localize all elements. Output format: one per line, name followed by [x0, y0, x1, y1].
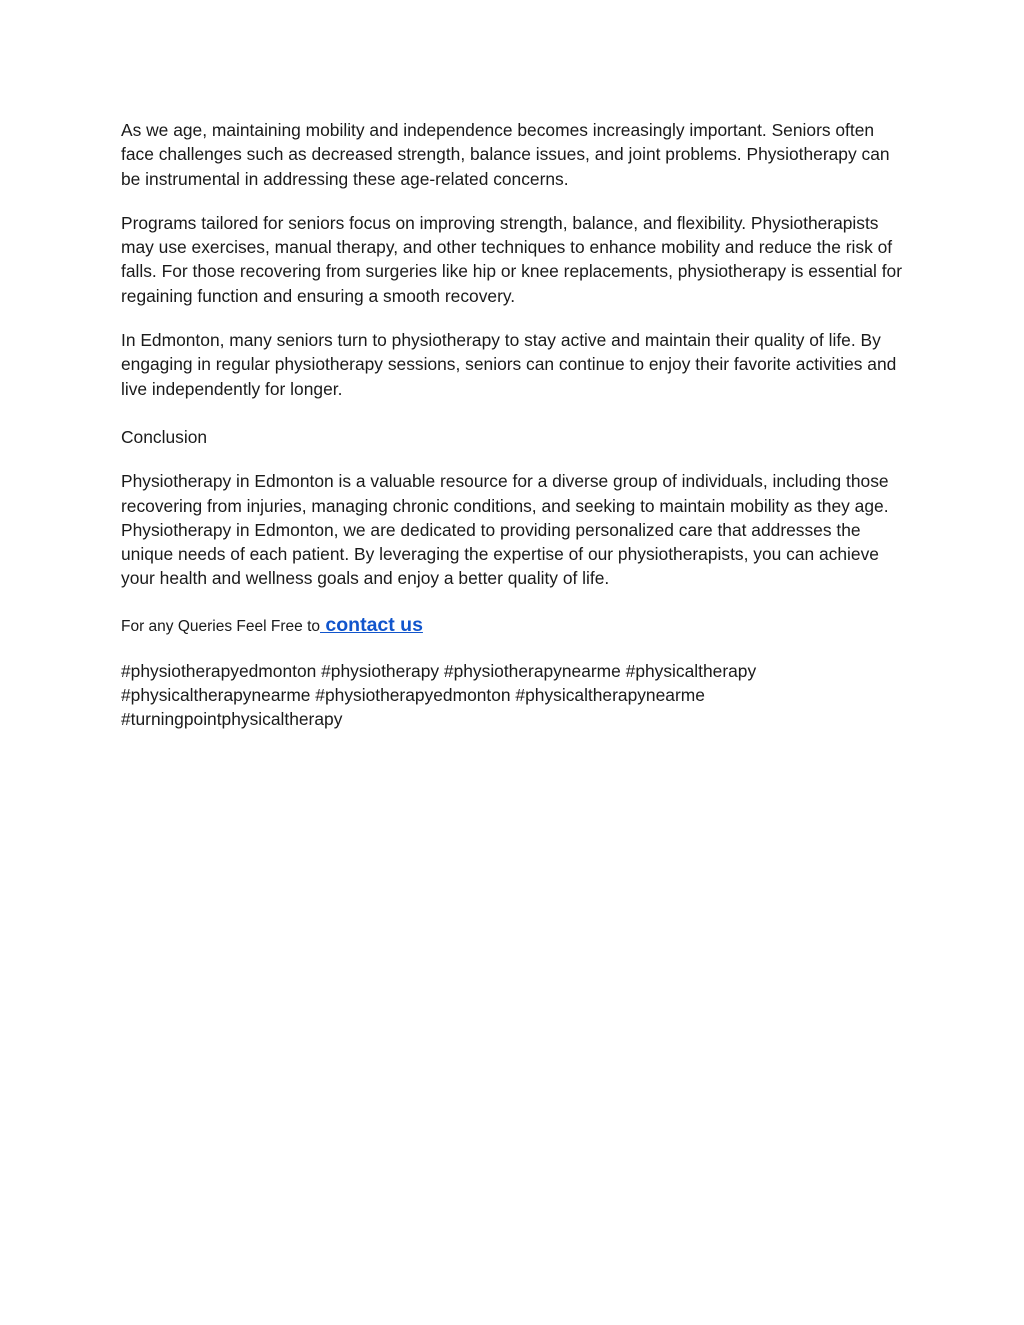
- hashtags: #physiotherapyedmonton #physiotherapy #physiotherapynearme #physicaltherapy #physicaltherapynearme #physiotherapyedmonton #physicaltherapynearme #turningpointphysicaltherapy: [121, 660, 757, 730]
- conclusion-heading: Conclusion: [121, 426, 208, 447]
- paragraph-seniors-intro: As we age, maintaining mobility and independence becomes increasingly important. Seniors often face challenges such as decreased strength, balance issues, and joint problems. Physiotherapy can be instrumental in addressing these age-related concerns.: [121, 120, 890, 189]
- contact-line: [121, 611, 911, 639]
- document-body: [121, 118, 911, 752]
- contact-prefix: For any Queries Feel Free to: [121, 617, 320, 635]
- paragraph-seniors-edmonton: In Edmonton, many seniors turn to physiotherapy to stay active and maintain their quality of life. By engaging in regular physiotherapy sessions, seniors can continue to enjoy their favorite activities and live independently for longer.: [121, 330, 897, 399]
- paragraph-conclusion: Physiotherapy in Edmonton is a valuable resource for a diverse group of individuals, including those recovering from injuries, managing chronic conditions, and seeking to maintain mobility as they age. Physiotherapy in Edmonton, we are dedicated to providing personalized care that addresses the unique needs of each patient. By leveraging the expertise of our physiotherapists, you can achieve your health and wellness goals and enjoy a better quality of life.: [121, 471, 889, 589]
- paragraph-seniors-programs: Programs tailored for seniors focus on improving strength, balance, and flexibility. Physiotherapists may use exercises, manual therapy, and other techniques to enhance mobility and reduce the risk of falls. For those recovering from surgeries like hip or knee replacements, physiotherapy is essential for regaining function and ensuring a smooth recovery.: [121, 212, 902, 306]
- contact-us-link[interactable]: contact us: [320, 613, 423, 636]
